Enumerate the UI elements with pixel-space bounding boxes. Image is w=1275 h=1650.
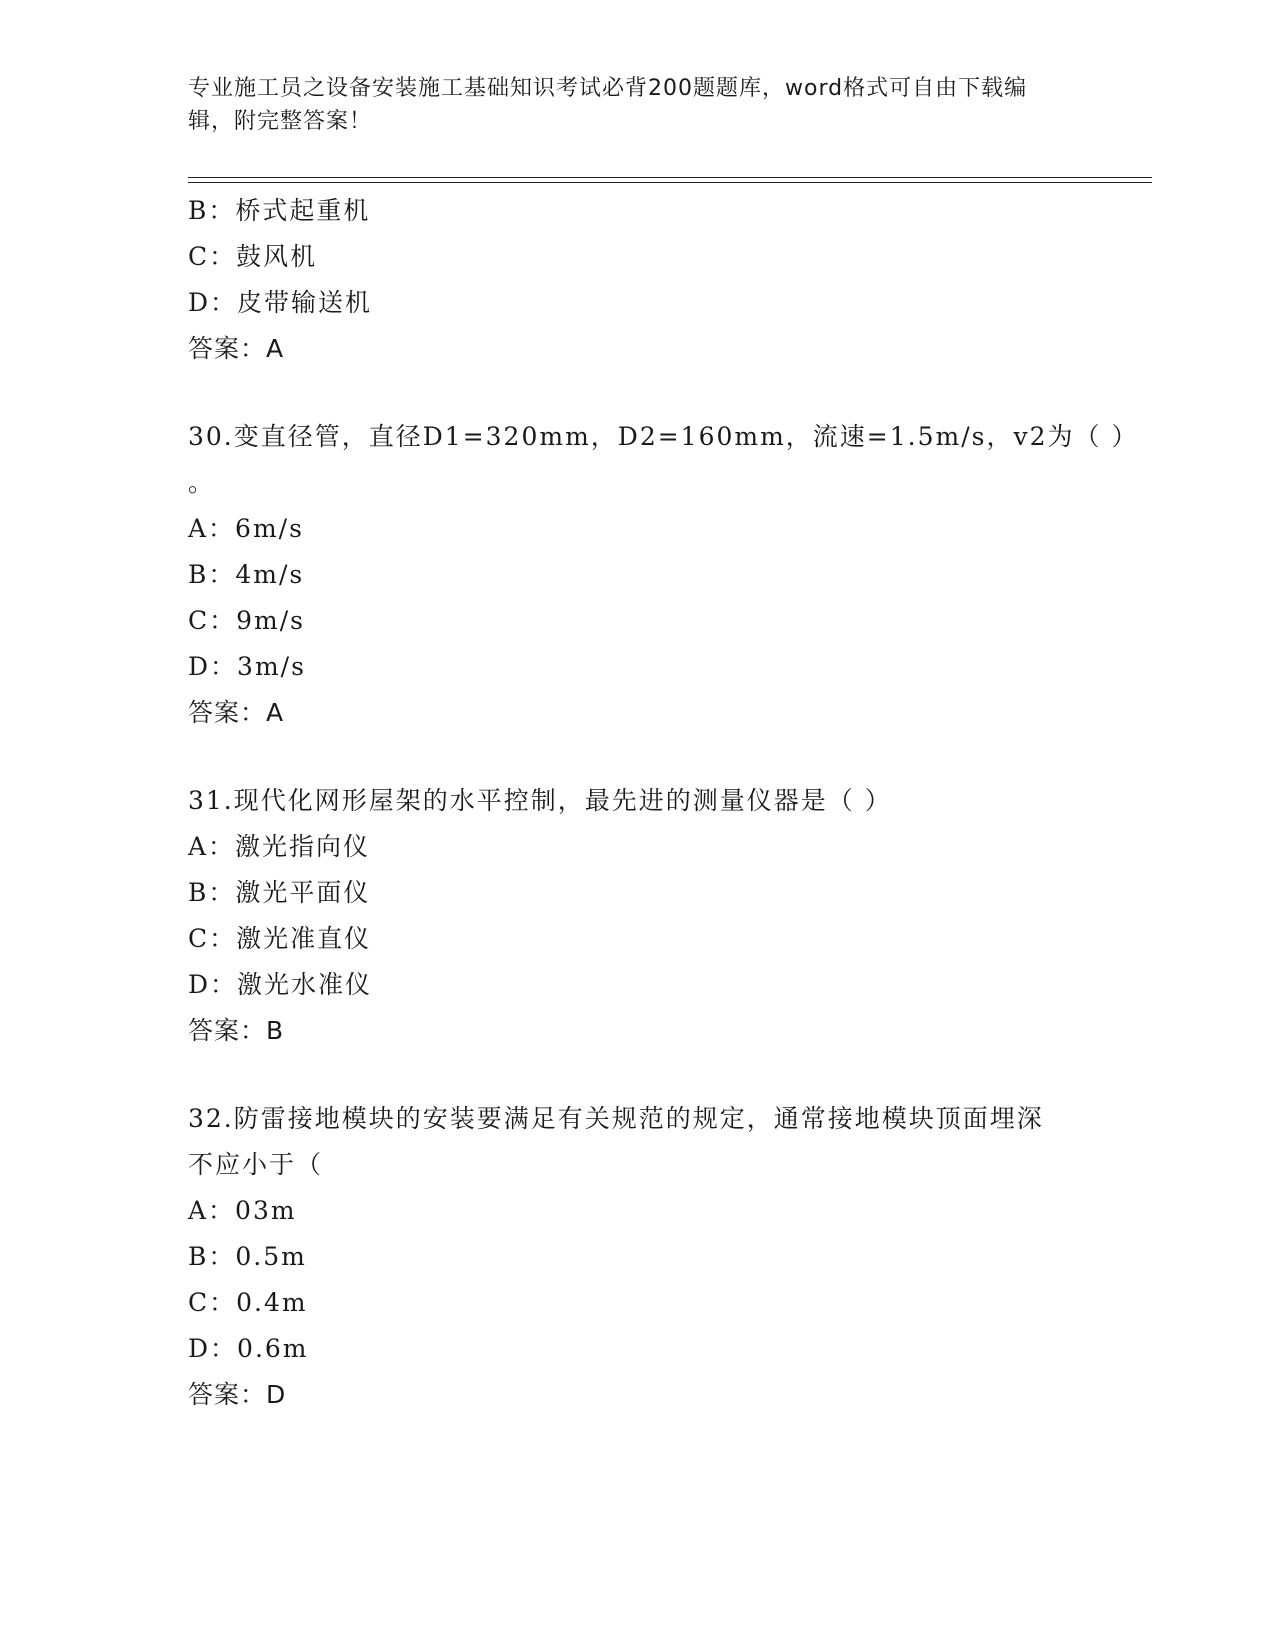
question-32 <box>188 1096 1088 1418</box>
option-d: D：0.6m <box>188 1334 309 1363</box>
question-stem: 31.现代化网形屋架的水平控制，最先进的测量仪器是（ ） <box>188 786 892 815</box>
question-stem-tail: 。 <box>188 468 216 497</box>
option-b: B：0.5m <box>188 1242 307 1271</box>
option-d: D：皮带输送机 <box>188 288 373 317</box>
option-b: B：桥式起重机 <box>188 196 371 225</box>
option-a: A：03m <box>188 1196 297 1225</box>
option-c: C：鼓风机 <box>188 242 318 271</box>
option-c: C：9m/s <box>188 606 305 635</box>
answer-line: 答案：A <box>188 698 285 727</box>
option-d: D：3m/s <box>188 652 306 681</box>
header-rule-bottom <box>188 182 1152 183</box>
option-b: B：激光平面仪 <box>188 878 371 907</box>
question-30 <box>188 414 1139 736</box>
option-d: D：激光水准仪 <box>188 970 373 999</box>
question-stem: 32.防雷接地模块的安装要满足有关规范的规定，通常接地模块顶面埋深不应小于（ <box>188 1104 1044 1179</box>
option-b: B：4m/s <box>188 560 305 589</box>
question-31 <box>188 778 1088 1054</box>
header-rule-top <box>188 177 1152 178</box>
document-header: 专业施工员之设备安装施工基础知识考试必背200题题库，word格式可自由下载编辑，附完整答案！ <box>188 76 1028 134</box>
answer-line: 答案：D <box>188 1380 287 1409</box>
question-29-tail <box>188 188 1088 372</box>
answer-line: 答案：B <box>188 1016 285 1045</box>
option-a: A：激光指向仪 <box>188 832 371 861</box>
option-c: C：激光准直仪 <box>188 924 372 953</box>
spacer <box>188 736 1088 778</box>
option-c: C：0.4m <box>188 1288 308 1317</box>
option-a: A：6m/s <box>188 514 304 543</box>
spacer <box>188 1054 1088 1096</box>
spacer <box>188 372 1088 414</box>
answer-line: 答案：A <box>188 334 285 363</box>
question-stem: 30.变直径管，直径D1=320mm，D2=160mm，流速=1.5m/s，v2为（ ） <box>188 422 1139 451</box>
question-list <box>188 188 1139 1418</box>
